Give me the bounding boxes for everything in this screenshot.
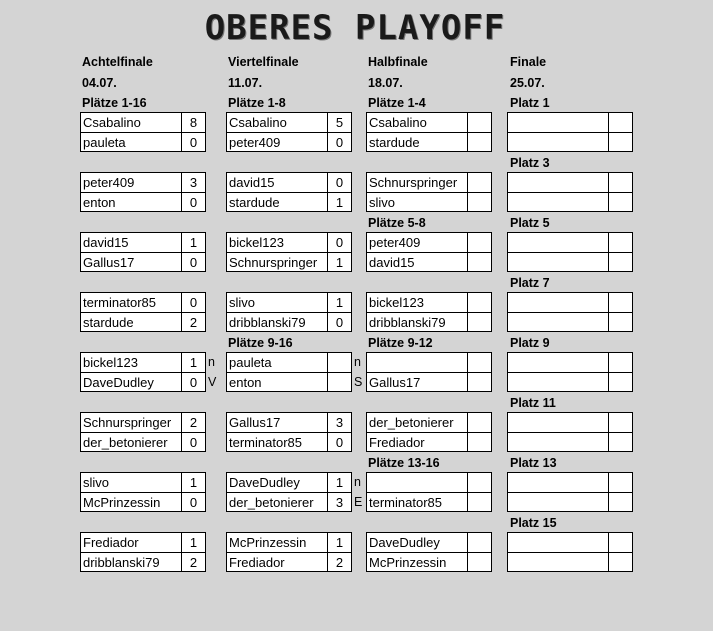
player-name: pauleta bbox=[229, 355, 272, 370]
round-date-finale: 25.07. bbox=[510, 76, 545, 90]
player-score bbox=[608, 553, 632, 572]
match-row bbox=[508, 253, 632, 272]
player-name bbox=[510, 473, 606, 492]
player-score bbox=[467, 133, 491, 152]
match-row bbox=[367, 253, 491, 272]
player-name: stardude bbox=[369, 135, 420, 150]
player-name: Csabalino bbox=[83, 115, 141, 130]
match-row bbox=[367, 113, 491, 133]
match-box bbox=[366, 292, 492, 332]
player-name: pauleta bbox=[83, 135, 126, 150]
player-name: Gallus17 bbox=[83, 255, 135, 270]
section-label-platz-15: Platz 15 bbox=[510, 516, 557, 530]
player-score: 1 bbox=[327, 253, 351, 272]
match-row bbox=[508, 413, 632, 433]
match-box bbox=[226, 232, 352, 272]
round-date-viertelfinale: 11.07. bbox=[228, 76, 263, 90]
note-e: E bbox=[354, 495, 363, 509]
match-row bbox=[508, 473, 632, 493]
match-row bbox=[227, 373, 351, 392]
page-title: OBERES PLAYOFF bbox=[204, 8, 506, 48]
note-n: n bbox=[208, 355, 215, 369]
match-row bbox=[508, 433, 632, 452]
player-score: 8 bbox=[181, 113, 205, 132]
player-name: david15 bbox=[83, 235, 129, 250]
match-box bbox=[507, 172, 633, 212]
note-n: n bbox=[354, 475, 361, 489]
player-name: terminator85 bbox=[369, 495, 442, 510]
player-name bbox=[510, 553, 606, 572]
player-name bbox=[510, 493, 606, 512]
player-name: bickel123 bbox=[369, 295, 424, 310]
match-row bbox=[508, 113, 632, 133]
player-name bbox=[510, 233, 606, 252]
player-name bbox=[510, 113, 606, 132]
match-row bbox=[227, 173, 351, 193]
player-score bbox=[467, 293, 491, 312]
match-row bbox=[227, 473, 351, 493]
match-box bbox=[226, 532, 352, 572]
match-row bbox=[367, 473, 491, 493]
player-score: 5 bbox=[327, 113, 351, 132]
match-box bbox=[80, 292, 206, 332]
match-row bbox=[81, 293, 205, 313]
match-row bbox=[81, 353, 205, 373]
player-name bbox=[510, 413, 606, 432]
player-name: enton bbox=[83, 195, 116, 210]
match-row bbox=[227, 313, 351, 332]
match-row bbox=[81, 433, 205, 452]
match-row bbox=[508, 133, 632, 152]
player-name: Csabalino bbox=[229, 115, 287, 130]
match-box bbox=[507, 352, 633, 392]
match-box bbox=[226, 292, 352, 332]
player-score bbox=[608, 533, 632, 552]
player-score: 0 bbox=[327, 133, 351, 152]
player-score: 2 bbox=[181, 313, 205, 332]
match-box bbox=[507, 232, 633, 272]
player-score: 2 bbox=[181, 413, 205, 432]
player-score bbox=[467, 193, 491, 212]
player-score bbox=[608, 433, 632, 452]
section-label-plaetze-1-8: Plätze 1-8 bbox=[228, 96, 286, 110]
player-score bbox=[608, 413, 632, 432]
section-label-plaetze-9-12: Plätze 9-12 bbox=[368, 336, 433, 350]
match-row bbox=[508, 313, 632, 332]
player-score bbox=[467, 493, 491, 512]
match-box bbox=[507, 532, 633, 572]
match-box bbox=[366, 532, 492, 572]
player-score: 0 bbox=[327, 433, 351, 452]
match-row bbox=[367, 353, 491, 373]
player-name bbox=[510, 353, 606, 372]
player-name: McPrinzessin bbox=[83, 495, 161, 510]
match-box bbox=[507, 112, 633, 152]
section-label-plaetze-1-4: Plätze 1-4 bbox=[368, 96, 426, 110]
player-score: 1 bbox=[327, 473, 351, 492]
match-row bbox=[227, 193, 351, 212]
player-score bbox=[327, 373, 351, 392]
player-name: Gallus17 bbox=[229, 415, 281, 430]
section-label-platz-13: Platz 13 bbox=[510, 456, 557, 470]
player-score bbox=[467, 113, 491, 132]
match-row bbox=[227, 553, 351, 572]
player-score: 0 bbox=[327, 173, 351, 192]
match-box bbox=[226, 172, 352, 212]
player-name: stardude bbox=[83, 315, 134, 330]
player-score: 1 bbox=[327, 533, 351, 552]
player-name bbox=[510, 373, 606, 392]
player-name: terminator85 bbox=[229, 435, 302, 450]
match-row bbox=[81, 373, 205, 392]
match-row bbox=[81, 313, 205, 332]
player-score: 0 bbox=[181, 433, 205, 452]
player-score: 0 bbox=[181, 493, 205, 512]
match-box bbox=[366, 232, 492, 272]
player-score bbox=[608, 233, 632, 252]
match-row bbox=[367, 233, 491, 253]
player-score bbox=[467, 473, 491, 492]
match-row bbox=[81, 533, 205, 553]
match-box bbox=[366, 172, 492, 212]
player-score: 0 bbox=[181, 133, 205, 152]
player-name: enton bbox=[229, 375, 262, 390]
match-box bbox=[366, 352, 492, 392]
player-name: terminator85 bbox=[83, 295, 156, 310]
player-score: 1 bbox=[327, 293, 351, 312]
match-row bbox=[508, 533, 632, 553]
section-label-plaetze-1-16: Plätze 1-16 bbox=[82, 96, 147, 110]
player-score bbox=[608, 373, 632, 392]
round-date-halbfinale: 18.07. bbox=[368, 76, 403, 90]
match-box bbox=[226, 352, 352, 392]
player-score bbox=[608, 293, 632, 312]
player-name: david15 bbox=[369, 255, 415, 270]
match-row bbox=[367, 433, 491, 452]
player-score: 1 bbox=[181, 533, 205, 552]
player-score bbox=[608, 473, 632, 492]
match-row bbox=[227, 533, 351, 553]
player-name bbox=[510, 253, 606, 272]
player-name: slivo bbox=[229, 295, 256, 310]
match-row bbox=[367, 293, 491, 313]
note-n: n bbox=[354, 355, 361, 369]
player-name: david15 bbox=[229, 175, 275, 190]
player-score bbox=[608, 493, 632, 512]
player-score bbox=[467, 173, 491, 192]
match-row bbox=[508, 353, 632, 373]
match-row bbox=[81, 193, 205, 212]
match-box bbox=[80, 232, 206, 272]
player-name: dribblanski79 bbox=[83, 555, 160, 570]
match-row bbox=[367, 493, 491, 512]
player-name: McPrinzessin bbox=[369, 555, 447, 570]
match-row bbox=[81, 113, 205, 133]
round-name-halbfinale: Halbfinale bbox=[368, 55, 428, 69]
section-label-plaetze-9-16: Plätze 9-16 bbox=[228, 336, 293, 350]
match-row bbox=[508, 233, 632, 253]
player-name: peter409 bbox=[83, 175, 135, 190]
match-row bbox=[508, 373, 632, 392]
player-score: 0 bbox=[181, 293, 205, 312]
player-name: Frediador bbox=[229, 555, 285, 570]
player-name: stardude bbox=[229, 195, 280, 210]
player-score bbox=[327, 353, 351, 372]
player-score bbox=[467, 413, 491, 432]
player-name bbox=[510, 193, 606, 212]
section-label-platz-9: Platz 9 bbox=[510, 336, 550, 350]
player-name: McPrinzessin bbox=[229, 535, 307, 550]
match-box bbox=[366, 472, 492, 512]
player-score bbox=[608, 353, 632, 372]
player-score bbox=[467, 233, 491, 252]
match-row bbox=[367, 553, 491, 572]
player-name: slivo bbox=[83, 475, 110, 490]
player-name: peter409 bbox=[229, 135, 281, 150]
player-score: 3 bbox=[181, 173, 205, 192]
match-row bbox=[227, 133, 351, 152]
match-row bbox=[508, 493, 632, 512]
match-box bbox=[507, 472, 633, 512]
player-name: der_betonierer bbox=[369, 415, 454, 430]
match-row bbox=[81, 233, 205, 253]
match-row bbox=[227, 233, 351, 253]
round-name-achtelfinale: Achtelfinale bbox=[82, 55, 153, 69]
player-name: Schnurspringer bbox=[369, 175, 458, 190]
match-row bbox=[508, 193, 632, 212]
player-name: slivo bbox=[369, 195, 396, 210]
match-row bbox=[81, 173, 205, 193]
match-box bbox=[226, 112, 352, 152]
player-name: DaveDudley bbox=[83, 375, 154, 390]
match-row bbox=[508, 293, 632, 313]
match-row bbox=[367, 533, 491, 553]
player-score bbox=[608, 113, 632, 132]
player-name: peter409 bbox=[369, 235, 421, 250]
match-row bbox=[227, 353, 351, 373]
player-score bbox=[467, 373, 491, 392]
player-score bbox=[467, 533, 491, 552]
player-score bbox=[608, 193, 632, 212]
match-row bbox=[367, 413, 491, 433]
player-name bbox=[369, 473, 465, 492]
section-label-plaetze-13-16: Plätze 13-16 bbox=[368, 456, 440, 470]
player-name: bickel123 bbox=[229, 235, 284, 250]
player-score: 2 bbox=[181, 553, 205, 572]
player-name: Schnurspringer bbox=[229, 255, 318, 270]
match-row bbox=[81, 553, 205, 572]
player-score: 1 bbox=[181, 473, 205, 492]
match-row bbox=[227, 413, 351, 433]
match-row bbox=[227, 493, 351, 512]
player-score bbox=[467, 553, 491, 572]
match-row bbox=[367, 173, 491, 193]
player-score: 0 bbox=[327, 233, 351, 252]
player-score bbox=[608, 133, 632, 152]
match-box bbox=[366, 112, 492, 152]
note-v: V bbox=[208, 375, 217, 389]
round-date-achtelfinale: 04.07. bbox=[82, 76, 117, 90]
match-box bbox=[507, 292, 633, 332]
match-row bbox=[81, 133, 205, 152]
section-label-platz-5: Platz 5 bbox=[510, 216, 550, 230]
player-score bbox=[467, 433, 491, 452]
match-box bbox=[366, 412, 492, 452]
match-box bbox=[80, 172, 206, 212]
match-row bbox=[367, 193, 491, 212]
player-name: dribblanski79 bbox=[229, 315, 306, 330]
player-name: Gallus17 bbox=[369, 375, 421, 390]
match-row bbox=[227, 253, 351, 272]
player-score: 1 bbox=[181, 353, 205, 372]
match-row bbox=[227, 433, 351, 452]
section-label-platz-1: Platz 1 bbox=[510, 96, 550, 110]
player-score: 0 bbox=[327, 313, 351, 332]
player-name: Frediador bbox=[83, 535, 139, 550]
section-label-platz-7: Platz 7 bbox=[510, 276, 550, 290]
player-score: 2 bbox=[327, 553, 351, 572]
match-row bbox=[81, 253, 205, 272]
player-name bbox=[510, 133, 606, 152]
player-score bbox=[608, 173, 632, 192]
player-name bbox=[510, 293, 606, 312]
match-box bbox=[226, 472, 352, 512]
player-name: dribblanski79 bbox=[369, 315, 446, 330]
match-row bbox=[367, 313, 491, 332]
match-box bbox=[80, 532, 206, 572]
player-name bbox=[510, 433, 606, 452]
match-row bbox=[508, 553, 632, 572]
player-score: 0 bbox=[181, 193, 205, 212]
match-row bbox=[81, 413, 205, 433]
round-name-finale: Finale bbox=[510, 55, 547, 69]
player-name bbox=[510, 173, 606, 192]
match-row bbox=[367, 373, 491, 392]
match-box bbox=[226, 412, 352, 452]
player-name: der_betonierer bbox=[229, 495, 314, 510]
section-label-plaetze-5-8: Plätze 5-8 bbox=[368, 216, 426, 230]
section-label-platz-11: Platz 11 bbox=[510, 396, 556, 410]
player-score: 0 bbox=[181, 253, 205, 272]
match-row bbox=[81, 493, 205, 512]
match-box bbox=[507, 412, 633, 452]
section-label-platz-3: Platz 3 bbox=[510, 156, 550, 170]
player-score bbox=[467, 253, 491, 272]
match-box bbox=[80, 472, 206, 512]
player-score: 0 bbox=[181, 373, 205, 392]
player-score: 1 bbox=[327, 193, 351, 212]
match-row bbox=[367, 133, 491, 152]
match-row bbox=[227, 293, 351, 313]
player-name: Csabalino bbox=[369, 115, 427, 130]
player-name bbox=[510, 533, 606, 552]
player-score bbox=[467, 353, 491, 372]
player-name: Schnurspringer bbox=[83, 415, 172, 430]
player-name: DaveDudley bbox=[369, 535, 440, 550]
match-box bbox=[80, 112, 206, 152]
player-name: bickel123 bbox=[83, 355, 138, 370]
note-s: S bbox=[354, 375, 363, 389]
match-box bbox=[80, 412, 206, 452]
player-score bbox=[608, 313, 632, 332]
round-name-viertelfinale: Viertelfinale bbox=[228, 55, 299, 69]
player-score bbox=[608, 253, 632, 272]
player-name: der_betonierer bbox=[83, 435, 168, 450]
match-row bbox=[508, 173, 632, 193]
match-row bbox=[227, 113, 351, 133]
player-score bbox=[467, 313, 491, 332]
match-box bbox=[80, 352, 206, 392]
player-name: Frediador bbox=[369, 435, 425, 450]
player-score: 3 bbox=[327, 493, 351, 512]
player-name bbox=[369, 353, 465, 372]
player-score: 1 bbox=[181, 233, 205, 252]
player-name: DaveDudley bbox=[229, 475, 300, 490]
match-row bbox=[81, 473, 205, 493]
player-score: 3 bbox=[327, 413, 351, 432]
player-name bbox=[510, 313, 606, 332]
